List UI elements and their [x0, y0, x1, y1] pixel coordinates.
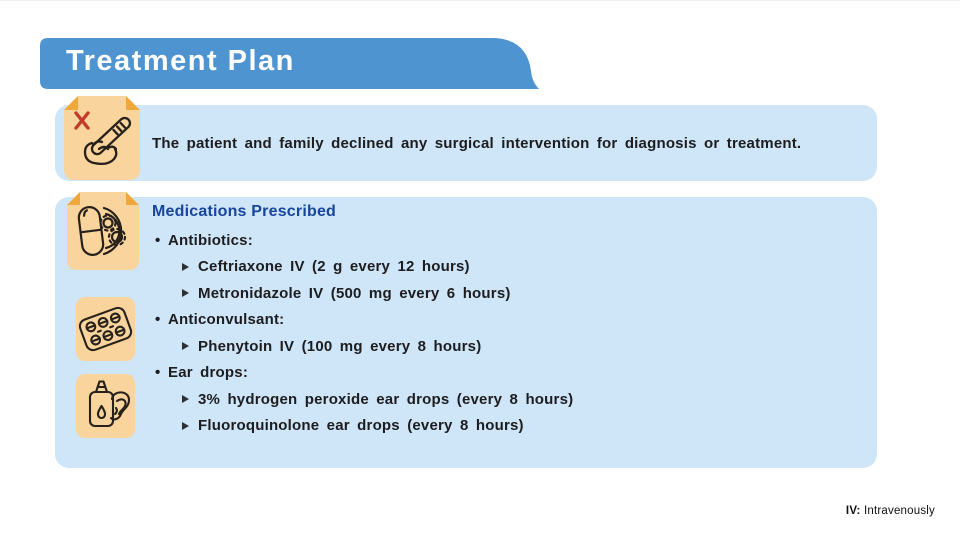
list-item-label: Metronidazole IV (500 mg every 6 hours) [198, 284, 511, 302]
antibiotics-capsule-icon [67, 192, 139, 275]
no-surgery-icon [64, 96, 140, 185]
list-item-label: Anticonvulsant: [168, 311, 285, 329]
footnote-abbr: IV: [845, 505, 861, 517]
ear-drops-icon [76, 374, 135, 438]
pill-blister-icon-art [76, 297, 135, 361]
abbreviation-footnote [846, 505, 935, 517]
medications-heading: Medications Prescribed [152, 203, 337, 220]
arrowhead-icon [182, 342, 189, 350]
bullet-icon: • [155, 311, 161, 329]
slide-top-border [0, 0, 960, 1]
arrowhead-icon [182, 289, 189, 297]
bullet-icon: • [155, 231, 161, 249]
medications-content [152, 202, 852, 439]
page-title: Treatment Plan [66, 45, 295, 77]
bullet-icon: • [155, 364, 161, 382]
list-item-label: Ceftriaxone IV (2 g every 12 hours) [198, 258, 470, 276]
list-item [152, 307, 852, 334]
antibiotics-capsule-icon-art [67, 192, 139, 270]
list-item [152, 280, 852, 307]
list-item [152, 413, 852, 440]
slide-header [40, 38, 540, 89]
arrowhead-icon [182, 422, 189, 430]
list-item-label: Antibiotics: [168, 231, 253, 249]
list-item [152, 254, 852, 281]
declined-surgery-text: The patient and family declined any surgical intervention for diagnosis or treatment. [152, 134, 802, 152]
no-surgery-icon-art [64, 96, 140, 180]
list-item-label: Ear drops: [168, 364, 249, 382]
list-item [152, 386, 852, 413]
list-item [152, 227, 852, 254]
list-item [152, 333, 852, 360]
list-item-label: Phenytoin IV (100 mg every 8 hours) [198, 337, 482, 355]
ear-drops-icon-art [76, 374, 135, 438]
arrowhead-icon [182, 395, 189, 403]
list-item-label: 3% hydrogen peroxide ear drops (every 8 hours) [198, 390, 574, 408]
arrowhead-icon [182, 263, 189, 271]
list-item [152, 360, 852, 387]
list-item-label: Fluoroquinolone ear drops (every 8 hours) [198, 417, 524, 435]
pill-blister-icon [76, 297, 135, 361]
footnote-meaning: Intravenously [864, 505, 935, 517]
